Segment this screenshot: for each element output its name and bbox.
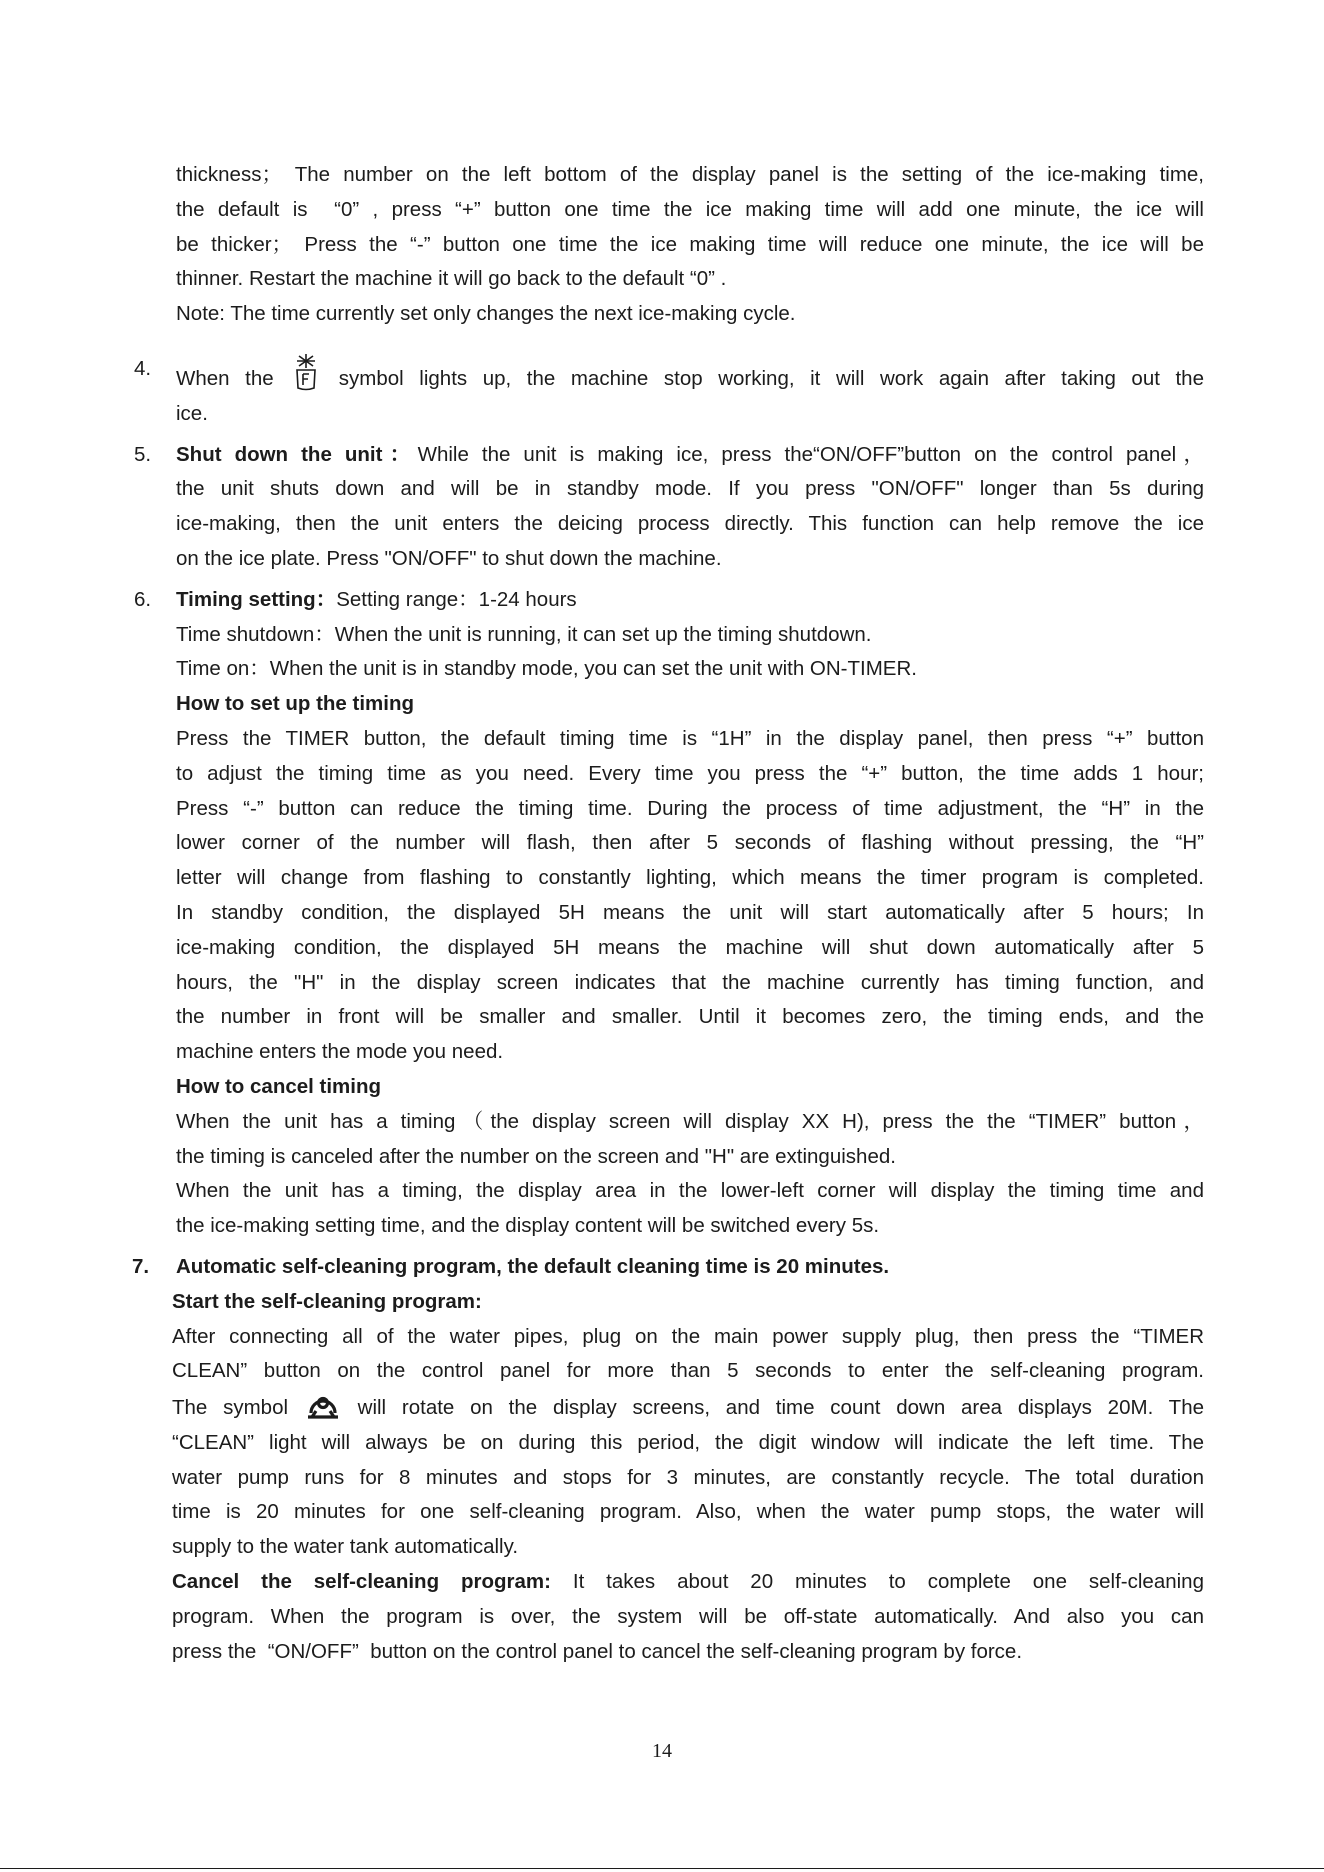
body-text: will rotate on the display screens, and time count down area displays 20M. The xyxy=(357,1396,1204,1420)
item-7 xyxy=(134,1250,1204,1670)
body-line: hours, the "H" in the display screen indicates that the machine currently has timing function, and xyxy=(176,970,1204,994)
body-line xyxy=(176,438,1204,473)
body-line: ice-making condition, the displayed 5H means the machine will shut down automatically after 5 xyxy=(176,935,1204,959)
sub-heading: Start the self-cleaning program: xyxy=(172,1289,482,1313)
sub-heading: How to set up the timing xyxy=(176,692,415,716)
item-number: 5. xyxy=(134,442,152,466)
body-line: program. When the program is over, the system will be off-state automatically. And also you can xyxy=(172,1604,1204,1628)
body-line xyxy=(172,1565,1204,1600)
body-line: supply to the water tank automatically. xyxy=(172,1535,519,1559)
body-line: lower corner of the number will flash, then after 5 seconds of flashing without pressing, the “H” xyxy=(176,831,1204,855)
body-line: the default is “0” , press “+” button one time the ice making time will add one minute, the ice will xyxy=(176,197,1204,221)
body-line: on the ice plate. Press "ON/OFF" to shut down the machine. xyxy=(176,546,722,570)
intro-block xyxy=(134,158,1204,332)
body-line: After connecting all of the water pipes, plug on the main power supply plug, then press the “TIMER xyxy=(172,1324,1204,1348)
body-text: When the xyxy=(176,366,274,390)
body-line: thinner. Restart the machine it will go back to the default “0” . xyxy=(176,267,727,291)
body-line xyxy=(172,1389,1204,1426)
section-heading: Automatic self-cleaning program, the default cleaning time is 20 minutes. xyxy=(176,1254,890,1278)
body-line: In standby condition, the displayed 5H means the unit will start automatically after 5 hours; In xyxy=(176,900,1204,924)
body-line: press the “ON/OFF” button on the control panel to cancel the self-cleaning program by force. xyxy=(172,1639,1023,1663)
body-line: the number in front will be smaller and smaller. Until it becomes zero, the timing ends, and the xyxy=(176,1005,1204,1029)
page-number: 14 xyxy=(652,1740,672,1762)
body-text: Setting range：1-24 hours xyxy=(336,587,577,611)
body-line: machine enters the mode you need. xyxy=(176,1040,504,1064)
body-line: Press “-” button can reduce the timing time. During the process of time adjustment, the “H” in the xyxy=(176,796,1204,820)
body-line: the unit shuts down and will be in standby mode. If you press "ON/OFF" longer than 5s during xyxy=(176,477,1204,501)
body-line: thickness； The number on the left bottom of the display panel is the setting of the ice-making time, xyxy=(176,163,1204,186)
ice-full-icon xyxy=(289,352,323,392)
item-number: 4. xyxy=(134,356,152,380)
sub-heading: Cancel the self-cleaning program: xyxy=(172,1570,551,1594)
section-heading: Timing setting： xyxy=(176,587,337,611)
body-line: When the unit has a timing（the display screen will display XX H), press the the “TIMER” button， xyxy=(176,1109,1204,1133)
body-line: the timing is canceled after the number on the screen and "H" are extinguished. xyxy=(176,1144,896,1168)
body-line: to adjust the timing time as you need. Every time you press the “+” button, the time adds 1 hour; xyxy=(176,761,1204,785)
sub-heading: How to cancel timing xyxy=(176,1074,382,1098)
body-line: CLEAN” button on the control panel for more than 5 seconds to enter the self-cleaning program. xyxy=(172,1359,1204,1383)
item-number: 6. xyxy=(134,587,152,611)
section-heading: Shut down the unit： xyxy=(176,442,418,466)
body-line: ice. xyxy=(176,401,208,425)
body-line: Press the TIMER button, the default timing time is “1H” in the display panel, then press “+” button xyxy=(176,726,1204,750)
body-line xyxy=(176,352,1204,397)
body-line: the ice-making setting time, and the display content will be switched every 5s. xyxy=(176,1214,880,1238)
body-line xyxy=(176,583,1204,618)
body-line: letter will change from flashing to constantly lighting, which means the timer program is completed. xyxy=(176,866,1204,890)
note-line: Note: The time currently set only changes the next ice-making cycle. xyxy=(176,302,796,326)
body-text: It takes about 20 minutes to complete one self-cleaning xyxy=(572,1570,1204,1594)
body-line: Time on：When the unit is in standby mode, you can set the unit with ON-TIMER. xyxy=(176,657,917,681)
body-text: While the unit is making ice, press the“ON/OFF”button on the control panel， xyxy=(417,442,1204,466)
body-line: be thicker； Press the “-” button one time the ice making time will reduce one minute, the ice will be xyxy=(176,232,1204,256)
item-5 xyxy=(134,438,1204,577)
item-6 xyxy=(134,583,1204,1244)
self-clean-icon xyxy=(304,1389,342,1421)
item-number: 7. xyxy=(132,1254,150,1278)
body-text: The symbol xyxy=(172,1396,289,1420)
body-line: When the unit has a timing, the display area in the lower-left corner will display the timing time and xyxy=(176,1179,1204,1203)
body-line: water pump runs for 8 minutes and stops for 3 minutes, are constantly recycle. The total duration xyxy=(172,1465,1204,1489)
body-line: Time shutdown：When the unit is running, it can set up the timing shutdown. xyxy=(176,622,872,646)
item-4 xyxy=(134,352,1204,432)
body-line: “CLEAN” light will always be on during this period, the digit window will indicate the left time. The xyxy=(172,1430,1204,1454)
body-text: symbol lights up, the machine stop working, it will work again after taking out the xyxy=(338,366,1204,390)
body-line: time is 20 minutes for one self-cleaning program. Also, when the water pump stops, the water will xyxy=(172,1500,1204,1524)
footer-rule xyxy=(0,1868,1324,1869)
body-line: ice-making, then the unit enters the deicing process directly. This function can help remove the ice xyxy=(176,512,1204,536)
